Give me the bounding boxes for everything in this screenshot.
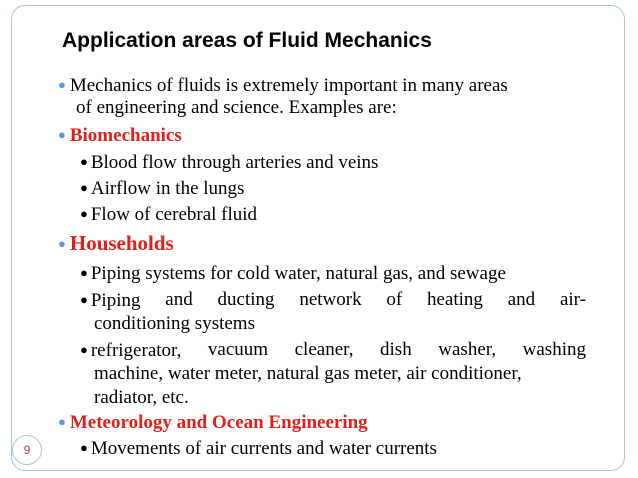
list-item [80, 262, 506, 285]
list-item [80, 289, 586, 312]
list-item-continuation: conditioning systems [94, 313, 255, 334]
bullet-icon: ● [80, 206, 88, 221]
list-item [80, 177, 244, 200]
list-item-text: Blood flow through arteries and veins [90, 152, 379, 173]
list-item-text: Airflow in the lungs [90, 178, 245, 199]
bullet-icon: ● [80, 154, 88, 169]
word: ducting [217, 289, 275, 310]
bullet-icon: ● [80, 342, 88, 357]
meteorology-heading [58, 411, 368, 434]
list-item-text: Movements of air currents and water currents [90, 438, 437, 459]
bullet-word [80, 339, 181, 362]
meteorology-label: Meteorology and Ocean Engineering [69, 412, 368, 433]
biomechanics-label: Biomechanics [69, 125, 182, 146]
word: and [165, 289, 193, 310]
word: refrigerator, [90, 340, 182, 361]
intro-line2: of engineering and science. Examples are: [76, 97, 397, 118]
list-item-continuation: radiator, etc. [94, 387, 189, 408]
word: washing [522, 339, 586, 360]
list-item [80, 151, 378, 174]
list-item-continuation: machine, water meter, natural gas meter, air conditioner, [94, 363, 522, 384]
word: Piping [90, 290, 141, 311]
bullet-icon: ● [58, 236, 66, 251]
page-number: 9 [12, 435, 42, 465]
word: vacuum [207, 339, 269, 360]
word: and [507, 289, 536, 310]
biomechanics-heading [58, 124, 182, 147]
bullet-icon: ● [80, 440, 88, 455]
bullet-icon: ● [80, 265, 88, 280]
intro-line1: Mechanics of fluids is extremely important in many areas [69, 75, 508, 96]
list-item-text: Flow of cerebral fluid [90, 204, 258, 225]
list-item-text: Piping systems for cold water, natural gas, and sewage [90, 263, 506, 284]
intro-bullet [58, 74, 508, 97]
list-item [80, 437, 437, 460]
slide-title: Application areas of Fluid Mechanics [62, 29, 432, 52]
word: air- [559, 289, 586, 310]
word: of [386, 289, 403, 310]
word: washer, [438, 339, 497, 360]
word: dish [380, 339, 412, 360]
bullet-icon: ● [58, 414, 66, 429]
word: cleaner, [294, 339, 354, 360]
justified-line [80, 289, 586, 312]
bullet-word [80, 289, 140, 312]
word: heating [427, 289, 483, 310]
justified-line [80, 339, 586, 362]
households-label: Households [69, 231, 174, 255]
households-heading [58, 231, 174, 256]
bullet-icon: ● [80, 292, 88, 307]
list-item [80, 339, 586, 362]
bullet-icon: ● [58, 127, 66, 142]
list-item [80, 203, 257, 226]
word: network [299, 289, 362, 310]
bullet-icon: ● [80, 180, 88, 195]
bullet-icon: ● [58, 77, 66, 92]
